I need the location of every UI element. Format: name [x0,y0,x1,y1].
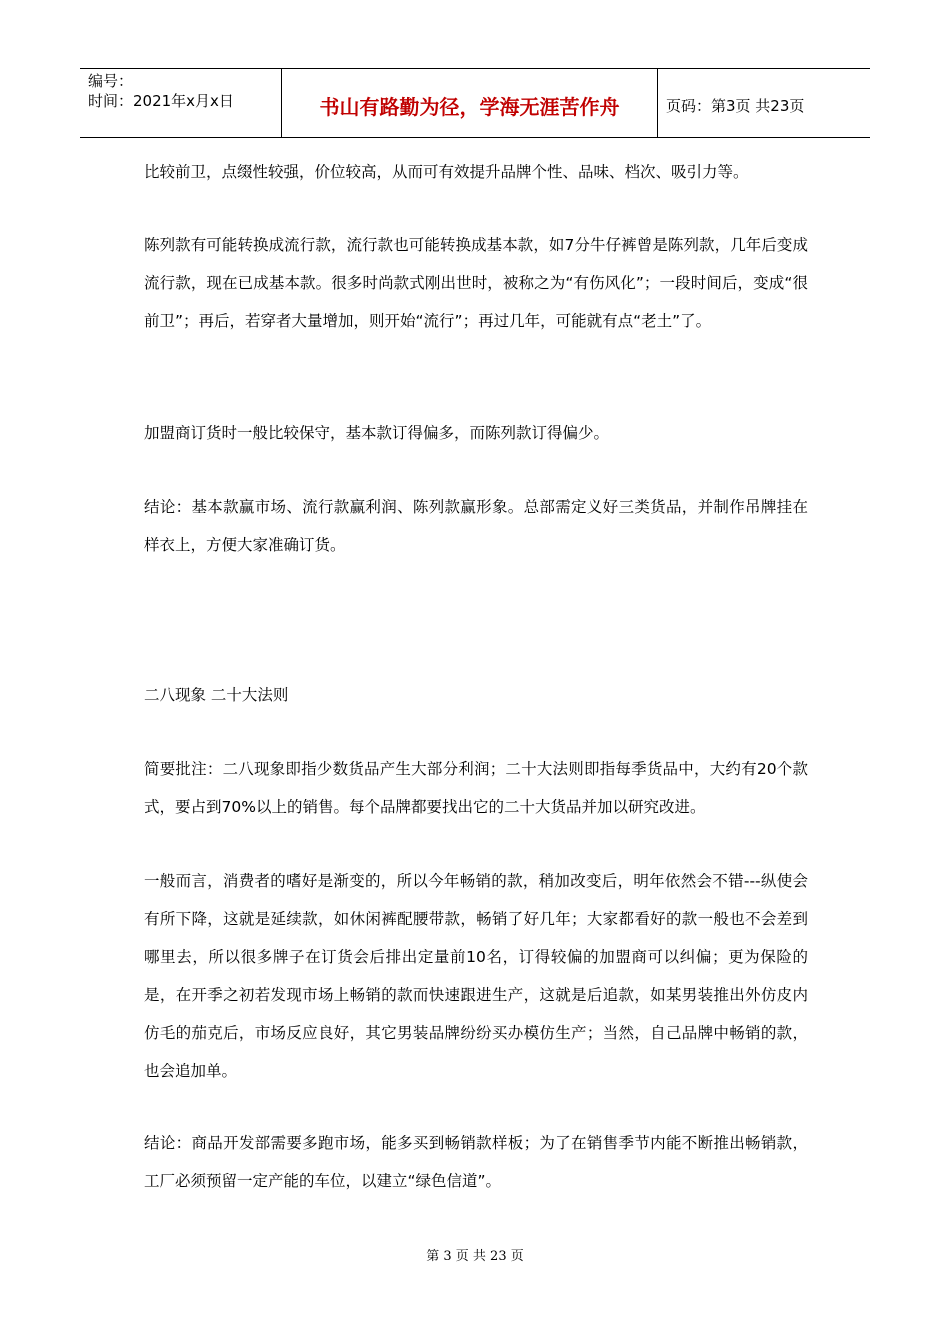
header-meta-cell [80,69,282,137]
paragraph-3: 加盟商订货时一般比较保守，基本款订得偏多，而陈列款订得偏少。 [144,424,610,442]
paragraph-4: 结论：基本款赢市场、流行款赢利润、陈列款赢形象。总部需定义好三类货品，并制作吊牌挂在样衣上，方便大家准确订货。 [144,498,808,554]
page-footer: 第 3 页 共 23 页 [426,1249,524,1264]
paragraph-1: 比较前卫，点缀性较强，价位较高，从而可有效提升品牌个性、品味、档次、吸引力等。 [144,163,749,181]
document-date-label: 时间：2021年x月x日 [88,92,234,110]
header-motto: 书山有路勤为径，学海无涯苦作舟 [282,69,658,137]
paragraph-6: 一般而言，消费者的嗜好是渐变的，所以今年畅销的款，稍加改变后，明年依然会不错---纵使会有所下降，这就是延续款，如休闲裤配腰带款，畅销了好几年；大家都看好的款一般也不会差到哪里去，所以很多牌子在订货会后排出定量前10名，订得较偏的加盟商可以纠偏；更为保险的是，在开季之初若发现市场上畅销的款而快速跟进生产，这就是后追款，如某男装推出外仿皮内仿毛的茄克后，市场反应良好，其它男装品牌纷纷买办模仿生产；当然，自己品牌中畅销的款，也会追加单。 [144,872,808,1080]
paragraph-2: 陈列款有可能转换成流行款，流行款也可能转换成基本款，如7分牛仔裤曾是陈列款，几年后变成流行款，现在已成基本款。很多时尚款式刚出世时，被称之为“有伤风化”；一段时间后，变成“很前卫”；再后，若穿者大量增加，则开始“流行”；再过几年，可能就有点“老土”了。 [144,236,808,330]
document-number-label: 编号： [88,72,134,90]
section-heading: 二八现象 二十大法则 [144,686,289,704]
paragraph-5: 简要批注：二八现象即指少数货品产生大部分利润；二十大法则即指每季货品中，大约有20个款式，要占到70%以上的销售。每个品牌都要找出它的二十大货品并加以研究改进。 [144,760,808,816]
document-header [80,68,870,138]
header-page-label: 页码：第3页 共23页 [666,96,805,115]
paragraph-7: 结论：商品开发部需要多跑市场，能多买到畅销款样板；为了在销售季节内能不断推出畅销款，工厂必须预留一定产能的车位，以建立“绿色信道”。 [144,1134,808,1190]
